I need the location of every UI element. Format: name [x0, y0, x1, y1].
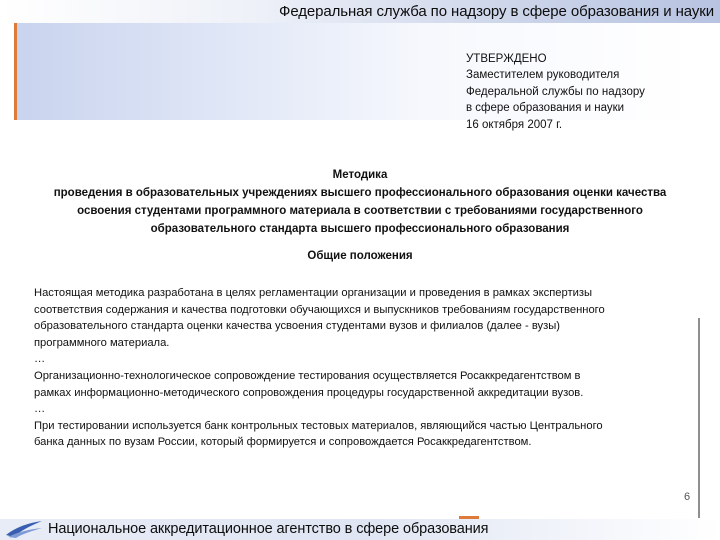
body-line: Настоящая методика разработана в целях регламентации организации и проведения в рамках экспертизы — [34, 287, 593, 299]
title-line: проведения в образовательных учреждениях высшего профессионального образования оценки качества — [53, 187, 667, 199]
body-line: … — [34, 403, 46, 416]
approval-line: Заместителем руководителя — [466, 69, 620, 82]
section-title: Общие положения — [307, 250, 413, 262]
body-line: образовательного стандарта оценки качества усвоения студентами вузов и филиалов (далее - вузы) — [34, 320, 561, 333]
approval-block — [466, 51, 645, 133]
approval-line: УТВЕРЖДЕНО — [466, 53, 547, 65]
approval-line: Федеральной службы по надзору — [466, 85, 645, 98]
header-title: Федеральная служба по надзору в сфере образования и науки — [279, 3, 714, 20]
title-line: освоения студентами программного материала в соответствии с требованиями государственного — [77, 205, 643, 217]
divider-line — [698, 318, 700, 518]
title-line: образовательного стандарта высшего профессионального образования — [150, 223, 570, 235]
document-title — [20, 166, 700, 238]
body-line: При тестировании используется банк контрольных тестовых материалов, являющийся частью Центрального — [34, 419, 603, 432]
body-line: соответствия содержания и качества подготовки обучающихся и выпускников требованиям государственного — [34, 303, 605, 316]
body-line: рамках информационно-методического сопровождения процедуры государственной аккредитации вузов. — [34, 386, 584, 399]
title-line: Методика — [332, 169, 388, 181]
body-line: банка данных по вузам России, который формируется и сопровождается Росаккредагентством. — [34, 436, 532, 449]
body-text — [34, 285, 694, 451]
body-line: Организационно-технологическое сопровождение тестирования осуществляется Росаккредагентством в — [34, 369, 581, 382]
footer-agency-name: Национальное аккредитационное агентство в сфере образования — [48, 521, 489, 537]
swoosh-logo-icon — [4, 517, 44, 539]
body-line: … — [34, 353, 46, 366]
accent-bar — [14, 23, 17, 120]
approval-line: в сфере образования и науки — [466, 102, 625, 115]
page-number: 6 — [684, 491, 691, 503]
body-line: программного материала. — [34, 336, 170, 349]
approval-line: 16 октября 2007 г. — [466, 118, 563, 131]
